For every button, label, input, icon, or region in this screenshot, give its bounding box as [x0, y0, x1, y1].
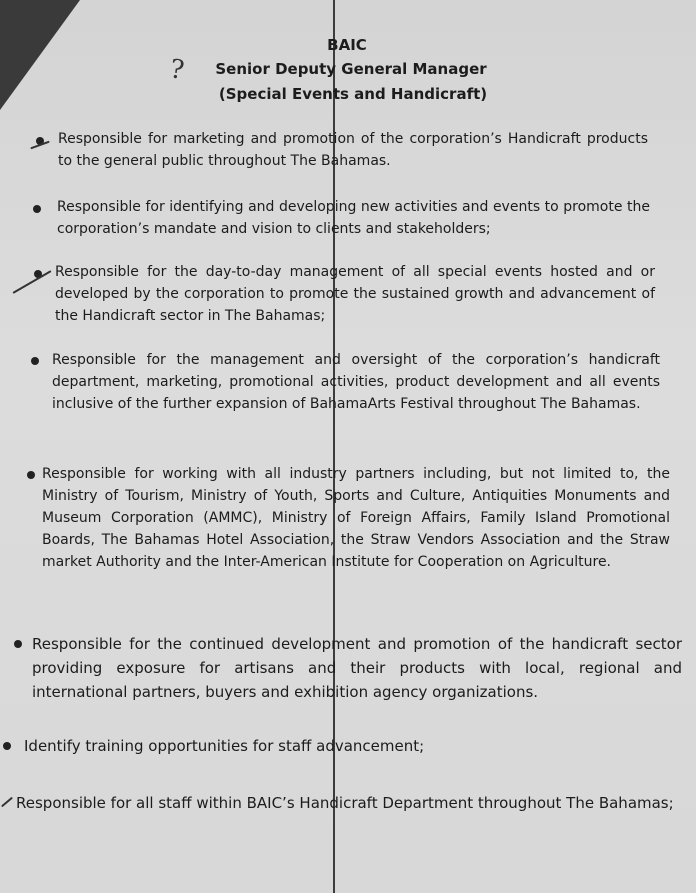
org-name: BAIC: [327, 36, 367, 54]
handwritten-tick-icon: [1, 797, 13, 808]
job-subtitle: (Special Events and Handicraft): [218, 85, 488, 103]
list-item-text: Responsible for identifying and developing new activities and events to promote the corporation’s mandate and vision to clients and stakeholders;: [57, 199, 650, 237]
list-item-text: Identify training opportunities for staff advancement;: [24, 737, 425, 755]
bullet-icon: [33, 205, 41, 213]
list-item-text: Responsible for marketing and promotion of the corporation’s Handicraft products to the general public throughout The Bahamas.: [58, 131, 648, 169]
job-title: Senior Deputy General Manager: [215, 60, 487, 78]
list-item-text: Responsible for the day-to-day management of all special events hosted and or developed by the corporation to promote the sustained growth and advancement of the Handicraft sector in The Bahamas;: [55, 264, 655, 324]
handwritten-question-mark: ?: [167, 54, 186, 86]
bullet-icon: [27, 471, 35, 479]
list-item-text: Responsible for the continued development and promotion of the handicraft sector providing exposure for artisans and their products with local, regional and international partners, buyers and exhibition agency organizations.: [32, 635, 682, 701]
handwritten-tick-icon: [12, 270, 51, 294]
bullet-icon: [14, 640, 22, 648]
bullet-icon: [3, 742, 11, 750]
bullet-icon: [31, 357, 39, 365]
list-item-text: Responsible for working with all industry partners including, but not limited to, the Ministry of Tourism, Ministry of Youth, Sports and Culture, Antiquities Monuments and Museum Corporation (AMMC), Ministry of Foreign Affairs, Family Island Promotional Boards, The Bahamas Hotel Association, the Straw Vendors Association and the Straw market Authority and the Inter-American Institute for Cooperation on Agriculture.: [42, 466, 670, 570]
list-item-text: Responsible for all staff within BAIC’s Handicraft Department throughout The Bahamas;: [16, 794, 674, 812]
list-item-text: Responsible for the management and oversight of the corporation’s handicraft department, marketing, promotional activities, product development and all events inclusive of the further expansion of BahamaArts Festival throughout The Bahamas.: [52, 352, 660, 412]
